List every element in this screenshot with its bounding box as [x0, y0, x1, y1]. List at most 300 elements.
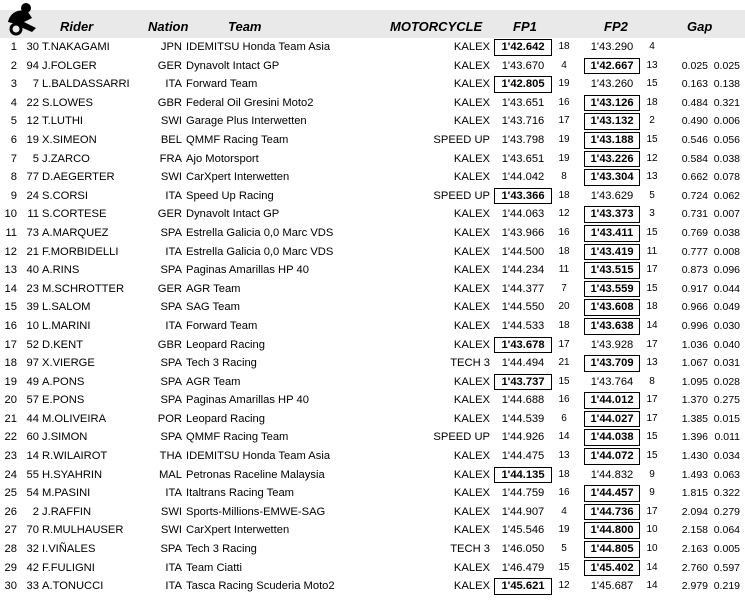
fp1-time-cell: 1'45.621	[494, 577, 552, 596]
fp2-time-cell: 1'43.709	[584, 354, 640, 373]
table-row	[0, 521, 745, 540]
fp1-lap-cell: 17	[558, 338, 570, 350]
fp1-lap-cell: 16	[558, 487, 570, 499]
fp2-lap-cell: 17	[646, 264, 658, 276]
rider-number-cell: 49	[26, 375, 39, 388]
nation-cell: MAL	[158, 468, 182, 481]
team-cell: CarXpert Interwetten	[186, 171, 290, 184]
rider-name-cell: M.SCHROTTER	[42, 282, 125, 295]
motorcycle-cell: KALEX	[453, 561, 490, 574]
position-cell: 30	[4, 580, 17, 593]
fp1-time-cell: 1'44.475	[501, 450, 545, 463]
rider-number-cell: 33	[26, 580, 39, 593]
gap-first-cell: 0.163	[681, 78, 708, 91]
rider-number-cell: 42	[26, 561, 39, 574]
nation-cell: GBR	[157, 96, 182, 109]
motorcycle-cell: KALEX	[453, 338, 490, 351]
header-motorcycle: MOTORCYCLE	[390, 19, 483, 34]
table-row	[0, 577, 745, 596]
fp1-lap-cell: 18	[558, 245, 570, 257]
fp1-time-cell: 1'44.494	[501, 357, 545, 370]
table-row	[0, 75, 745, 94]
nation-cell: SPA	[160, 301, 182, 314]
gap-first-cell: 0.731	[681, 208, 708, 221]
team-cell: Federal Oil Gresini Moto2	[186, 96, 314, 109]
fp1-time-cell: 1'46.479	[501, 561, 545, 574]
fp2-time-cell: 1'43.373	[584, 205, 640, 224]
team-cell: Paginas Amarillas HP 40	[186, 264, 309, 277]
nation-cell: ITA	[165, 487, 182, 500]
rider-name-cell: F.FULIGNI	[42, 561, 95, 574]
nation-cell: SPA	[160, 226, 182, 239]
position-cell: 27	[4, 524, 17, 537]
team-cell: Tech 3 Racing	[186, 543, 257, 556]
rider-name-cell: S.CORTESE	[42, 208, 107, 221]
header-rider: Rider	[60, 19, 94, 34]
fp1-time-cell: 1'44.550	[501, 301, 545, 314]
team-cell: QMMF Racing Team	[186, 431, 289, 444]
gap-previous-cell: 0.279	[713, 505, 740, 518]
gap-previous-cell: 0.322	[713, 487, 740, 500]
rider-name-cell: A.RINS	[42, 264, 80, 277]
rider-number-cell: 30	[26, 41, 39, 53]
table-row	[0, 131, 745, 150]
position-cell: 6	[10, 133, 17, 146]
fp2-lap-cell: 17	[646, 394, 658, 406]
position-cell: 17	[4, 338, 17, 351]
motorcycle-cell: KALEX	[453, 487, 490, 500]
fp2-time-cell: 1'43.559	[584, 280, 640, 299]
fp1-lap-cell: 16	[558, 394, 570, 406]
motorcycle-cell: TECH 3	[450, 543, 490, 556]
fp2-lap-cell: 10	[646, 524, 658, 536]
fp1-lap-cell: 8	[561, 171, 567, 183]
fp2-time-cell: 1'42.667	[584, 57, 640, 76]
fp2-time-cell: 1'43.419	[584, 243, 640, 262]
position-cell: 8	[10, 171, 17, 184]
gap-previous-cell: 0.056	[713, 133, 740, 146]
gap-first-cell: 1.067	[681, 357, 708, 370]
results-table	[0, 38, 745, 596]
nation-cell: ITA	[165, 319, 182, 332]
gap-first-cell: 0.662	[681, 171, 708, 184]
position-cell: 24	[4, 468, 17, 481]
rider-name-cell: J.FOLGER	[42, 59, 97, 72]
rider-number-cell: 19	[26, 133, 39, 146]
fp1-time-cell: 1'44.135	[494, 466, 552, 485]
gap-first-cell: 1.815	[681, 487, 708, 500]
rider-name-cell: R.MULHAUSER	[42, 524, 124, 537]
fp2-time-cell: 1'43.629	[590, 189, 634, 202]
position-cell: 5	[10, 115, 17, 128]
rider-name-cell: L.SALOM	[42, 301, 91, 314]
rider-name-cell: M.PASINI	[42, 487, 91, 500]
nation-cell: GER	[157, 59, 182, 72]
fp1-time-cell: 1'43.670	[501, 59, 545, 72]
team-cell: Dynavolt Intact GP	[186, 208, 280, 221]
motorcycle-cell: KALEX	[453, 468, 490, 481]
fp2-lap-cell: 5	[649, 189, 655, 201]
gap-first-cell: 0.777	[681, 245, 708, 258]
fp2-time-cell: 1'44.832	[590, 468, 634, 481]
fp1-lap-cell: 17	[558, 115, 570, 127]
header-bar	[0, 10, 745, 38]
fp1-time-cell: 1'44.063	[501, 208, 545, 221]
fp1-lap-cell: 20	[558, 301, 570, 313]
position-cell: 21	[4, 412, 17, 425]
fp2-lap-cell: 13	[646, 357, 658, 369]
gap-first-cell: 1.036	[681, 338, 708, 351]
table-row	[0, 94, 745, 113]
fp1-time-cell: 1'43.366	[494, 187, 552, 206]
gap-previous-cell: 0.034	[713, 450, 740, 463]
fp1-lap-cell: 7	[561, 282, 567, 294]
motorcycle-cell: SPEED UP	[433, 133, 490, 146]
fp2-time-cell: 1'43.764	[590, 375, 634, 388]
team-cell: Forward Team	[186, 319, 258, 332]
gap-first-cell: 0.025	[681, 59, 708, 72]
motorcycle-cell: KALEX	[453, 505, 490, 518]
fp2-time-cell: 1'45.687	[590, 580, 634, 593]
fp1-lap-cell: 11	[558, 264, 570, 276]
motorcycle-cell: KALEX	[453, 41, 490, 53]
fp1-lap-cell: 15	[558, 375, 570, 387]
team-cell: Team Ciatti	[186, 561, 242, 574]
table-row	[0, 391, 745, 410]
fp2-time-cell: 1'43.226	[584, 150, 640, 169]
rider-name-cell: X.SIMEON	[42, 133, 97, 146]
fp1-lap-cell: 13	[558, 450, 570, 462]
rider-number-cell: 77	[26, 171, 39, 184]
motorcycle-cell: KALEX	[453, 282, 490, 295]
fp1-time-cell: 1'43.678	[494, 336, 552, 355]
table-row	[0, 336, 745, 355]
rider-name-cell: D.AEGERTER	[42, 171, 115, 184]
position-cell: 20	[4, 394, 17, 407]
fp1-lap-cell: 16	[558, 96, 570, 108]
motorcycle-cell: KALEX	[453, 245, 490, 258]
rider-number-cell: 40	[26, 264, 39, 277]
fp1-lap-cell: 12	[558, 208, 570, 220]
nation-cell: THA	[159, 450, 182, 463]
rider-name-cell: F.MORBIDELLI	[42, 245, 119, 258]
team-cell: Italtrans Racing Team	[186, 487, 294, 500]
header-fp1: FP1	[513, 19, 537, 34]
table-row	[0, 224, 745, 243]
team-cell: Paginas Amarillas HP 40	[186, 394, 309, 407]
rider-number-cell: 7	[32, 78, 39, 91]
fp1-time-cell: 1'46.050	[501, 543, 545, 556]
fp1-time-cell: 1'44.926	[501, 431, 545, 444]
gap-first-cell: 2.163	[681, 543, 708, 556]
fp1-time-cell: 1'44.500	[501, 245, 545, 258]
nation-cell: ITA	[165, 245, 182, 258]
table-row	[0, 38, 745, 57]
rider-name-cell: T.LUTHI	[42, 115, 84, 128]
table-row	[0, 57, 745, 76]
fp2-lap-cell: 12	[646, 152, 658, 164]
motorcycle-cell: TECH 3	[450, 357, 490, 370]
position-cell: 16	[4, 319, 17, 332]
position-cell: 4	[10, 96, 17, 109]
gap-previous-cell: 0.275	[713, 394, 740, 407]
motorcycle-cell: KALEX	[453, 152, 490, 165]
position-cell: 9	[10, 189, 17, 202]
gap-first-cell: 0.917	[681, 282, 708, 295]
motorcycle-cell: KALEX	[453, 301, 490, 314]
gap-previous-cell: 0.062	[713, 189, 740, 202]
fp1-time-cell: 1'43.651	[501, 152, 545, 165]
position-cell: 18	[4, 357, 17, 370]
gap-previous-cell: 0.025	[713, 59, 740, 72]
table-row	[0, 410, 745, 429]
fp1-time-cell: 1'44.688	[501, 394, 545, 407]
table-row	[0, 540, 745, 559]
table-row	[0, 261, 745, 280]
rider-number-cell: 39	[26, 301, 39, 314]
motorcycle-cell: KALEX	[453, 319, 490, 332]
nation-cell: POR	[157, 412, 182, 425]
fp2-lap-cell: 8	[649, 375, 655, 387]
fp2-lap-cell: 17	[646, 505, 658, 517]
fp2-lap-cell: 4	[649, 41, 655, 52]
gap-first-cell: 2.760	[681, 561, 708, 574]
fp2-lap-cell: 15	[646, 226, 658, 238]
fp1-lap-cell: 21	[558, 357, 570, 369]
nation-cell: GBR	[157, 338, 182, 351]
rider-number-cell: 57	[26, 394, 39, 407]
nation-cell: FRA	[159, 152, 182, 165]
gap-previous-cell: 0.005	[713, 543, 740, 556]
motorcycle-cell: KALEX	[453, 412, 490, 425]
table-row	[0, 317, 745, 336]
rider-name-cell: I.VIÑALES	[42, 543, 96, 556]
position-cell: 28	[4, 543, 17, 556]
rider-number-cell: 2	[32, 505, 39, 518]
gap-first-cell: 1.396	[681, 431, 708, 444]
rider-name-cell: A.MARQUEZ	[42, 226, 109, 239]
fp1-lap-cell: 4	[561, 505, 567, 517]
table-row	[0, 205, 745, 224]
fp2-lap-cell: 10	[646, 543, 658, 555]
gap-first-cell: 0.490	[681, 115, 708, 128]
gap-previous-cell: 0.321	[713, 96, 740, 109]
fp2-lap-cell: 15	[646, 431, 658, 443]
fp2-time-cell: 1'44.805	[584, 540, 640, 559]
team-cell: Dynavolt Intact GP	[186, 59, 280, 72]
rider-number-cell: 32	[26, 543, 39, 556]
fp2-lap-cell: 13	[646, 171, 658, 183]
fp2-time-cell: 1'44.800	[584, 521, 640, 540]
nation-cell: JPN	[160, 41, 182, 53]
gap-previous-cell: 0.038	[713, 152, 740, 165]
gap-previous-cell: 0.040	[713, 338, 740, 351]
team-cell: IDEMITSU Honda Team Asia	[186, 41, 331, 53]
fp1-time-cell: 1'42.642	[494, 38, 552, 57]
rider-name-cell: D.KENT	[42, 338, 84, 351]
fp1-time-cell: 1'45.546	[501, 524, 545, 537]
gap-first-cell: 0.724	[681, 189, 708, 202]
position-cell: 26	[4, 505, 17, 518]
position-cell: 14	[4, 282, 17, 295]
position-cell: 10	[4, 208, 17, 221]
motorcycle-cell: KALEX	[453, 264, 490, 277]
rider-name-cell: A.PONS	[42, 375, 85, 388]
fp2-time-cell: 1'44.072	[584, 447, 640, 466]
gap-first-cell: 2.158	[681, 524, 708, 537]
nation-cell: ITA	[165, 561, 182, 574]
rider-name-cell: X.VIERGE	[42, 357, 95, 370]
fp1-time-cell: 1'43.737	[494, 373, 552, 392]
fp2-lap-cell: 14	[646, 319, 658, 331]
fp2-lap-cell: 18	[646, 301, 658, 313]
rider-number-cell: 22	[26, 96, 39, 109]
fp2-time-cell: 1'44.736	[584, 503, 640, 522]
fp2-time-cell: 1'43.126	[584, 94, 640, 113]
table-row	[0, 243, 745, 262]
gap-first-cell: 0.769	[681, 226, 708, 239]
fp1-lap-cell: 16	[558, 226, 570, 238]
team-cell: Ajo Motorsport	[186, 152, 259, 165]
rider-number-cell: 5	[32, 152, 39, 165]
rider-number-cell: 70	[26, 524, 39, 537]
fp2-lap-cell: 17	[646, 338, 658, 350]
motorcycle-cell: KALEX	[453, 96, 490, 109]
fp1-lap-cell: 18	[558, 319, 570, 331]
rider-name-cell: R.WILAIROT	[42, 450, 108, 463]
position-cell: 23	[4, 450, 17, 463]
position-cell: 11	[5, 226, 17, 239]
position-cell: 12	[4, 245, 17, 258]
motorcycle-cell: KALEX	[453, 78, 490, 91]
motorcycle-cell: KALEX	[453, 171, 490, 184]
gap-previous-cell: 0.078	[713, 171, 740, 184]
gap-first-cell: 2.979	[681, 580, 708, 593]
motorcycle-cell: KALEX	[453, 208, 490, 221]
rider-name-cell: T.NAKAGAMI	[42, 41, 110, 53]
gap-first-cell: 1.370	[681, 394, 708, 407]
nation-cell: SWI	[160, 115, 182, 128]
team-cell: Petronas Raceline Malaysia	[186, 468, 325, 481]
table-row	[0, 559, 745, 578]
fp1-time-cell: 1'44.759	[501, 487, 545, 500]
rider-number-cell: 11	[27, 208, 39, 221]
fp1-time-cell: 1'44.533	[501, 319, 545, 332]
team-cell: Estrella Galicia 0,0 Marc VDS	[186, 245, 334, 258]
fp1-lap-cell: 19	[558, 78, 570, 90]
header-team: Team	[228, 19, 262, 34]
fp1-lap-cell: 18	[558, 41, 570, 52]
gap-previous-cell: 0.219	[713, 580, 740, 593]
gap-previous-cell: 0.063	[713, 468, 740, 481]
rider-number-cell: 24	[26, 189, 39, 202]
team-cell: IDEMITSU Honda Team Asia	[186, 450, 331, 463]
rider-number-cell: 10	[26, 319, 39, 332]
fp2-time-cell: 1'44.038	[584, 428, 640, 447]
fp2-lap-cell: 18	[646, 96, 658, 108]
fp2-time-cell: 1'43.411	[584, 224, 640, 243]
fp2-lap-cell: 14	[646, 580, 658, 592]
rider-number-cell: 73	[26, 226, 39, 239]
fp2-time-cell: 1'44.027	[584, 410, 640, 429]
fp2-time-cell: 1'43.132	[584, 112, 640, 131]
rider-name-cell: S.LOWES	[42, 96, 93, 109]
gap-first-cell: 0.484	[681, 96, 708, 109]
rider-number-cell: 12	[26, 115, 39, 128]
table-row	[0, 428, 745, 447]
fp2-time-cell: 1'43.608	[584, 298, 640, 317]
fp2-time-cell: 1'43.260	[590, 78, 634, 91]
gap-first-cell: 2.094	[681, 505, 708, 518]
team-cell: Forward Team	[186, 78, 258, 91]
fp1-lap-cell: 12	[558, 580, 570, 592]
nation-cell: GER	[157, 282, 182, 295]
motorcycle-cell: KALEX	[453, 394, 490, 407]
nation-cell: SPA	[160, 431, 182, 444]
gap-first-cell: 0.966	[681, 301, 708, 314]
header-gap: Gap	[687, 19, 713, 34]
gap-first-cell: 1.385	[681, 412, 708, 425]
rider-number-cell: 94	[26, 59, 39, 72]
fp2-lap-cell: 9	[649, 468, 655, 480]
motorcycle-cell: KALEX	[453, 59, 490, 72]
team-cell: CarXpert Interwetten	[186, 524, 290, 537]
team-cell: Leopard Racing	[186, 412, 265, 425]
gap-previous-cell: 0.015	[713, 412, 740, 425]
header-nation: Nation	[148, 19, 189, 34]
fp1-lap-cell: 15	[558, 561, 570, 573]
gap-first-cell: 0.873	[681, 264, 708, 277]
motorcycle-rider-icon	[2, 2, 48, 36]
nation-cell: GER	[157, 208, 182, 221]
rider-number-cell: 21	[26, 245, 39, 258]
table-row	[0, 503, 745, 522]
rider-number-cell: 23	[26, 282, 39, 295]
team-cell: Tech 3 Racing	[186, 357, 257, 370]
rider-name-cell: H.SYAHRIN	[42, 468, 103, 481]
gap-first-cell: 0.546	[681, 133, 708, 146]
fp2-time-cell: 1'43.638	[584, 317, 640, 336]
fp2-time-cell: 1'43.304	[584, 168, 640, 187]
position-cell: 25	[4, 487, 17, 500]
position-cell: 7	[10, 152, 17, 165]
gap-previous-cell: 0.006	[713, 115, 740, 128]
rider-number-cell: 44	[26, 412, 39, 425]
gap-previous-cell: 0.028	[713, 375, 740, 388]
team-cell: Sports-Millions-EMWE-SAG	[186, 505, 326, 518]
table-row	[0, 187, 745, 206]
rider-number-cell: 52	[26, 338, 39, 351]
position-cell: 29	[4, 561, 17, 574]
table-row	[0, 168, 745, 187]
gap-previous-cell: 0.138	[713, 78, 740, 91]
motorcycle-cell: KALEX	[453, 450, 490, 463]
position-cell: 3	[10, 78, 17, 91]
table-row	[0, 112, 745, 131]
gap-previous-cell: 0.049	[713, 301, 740, 314]
motorcycle-cell: KALEX	[453, 375, 490, 388]
fp2-time-cell: 1'43.290	[590, 41, 634, 53]
table-row	[0, 447, 745, 466]
fp1-time-cell: 1'43.651	[501, 96, 545, 109]
nation-cell: BEL	[160, 133, 182, 146]
table-row	[0, 280, 745, 299]
fp1-lap-cell: 14	[558, 431, 570, 443]
fp2-time-cell: 1'44.457	[584, 484, 640, 503]
fp1-lap-cell: 19	[558, 133, 570, 145]
team-cell: QMMF Racing Team	[186, 133, 289, 146]
motorcycle-cell: KALEX	[453, 115, 490, 128]
